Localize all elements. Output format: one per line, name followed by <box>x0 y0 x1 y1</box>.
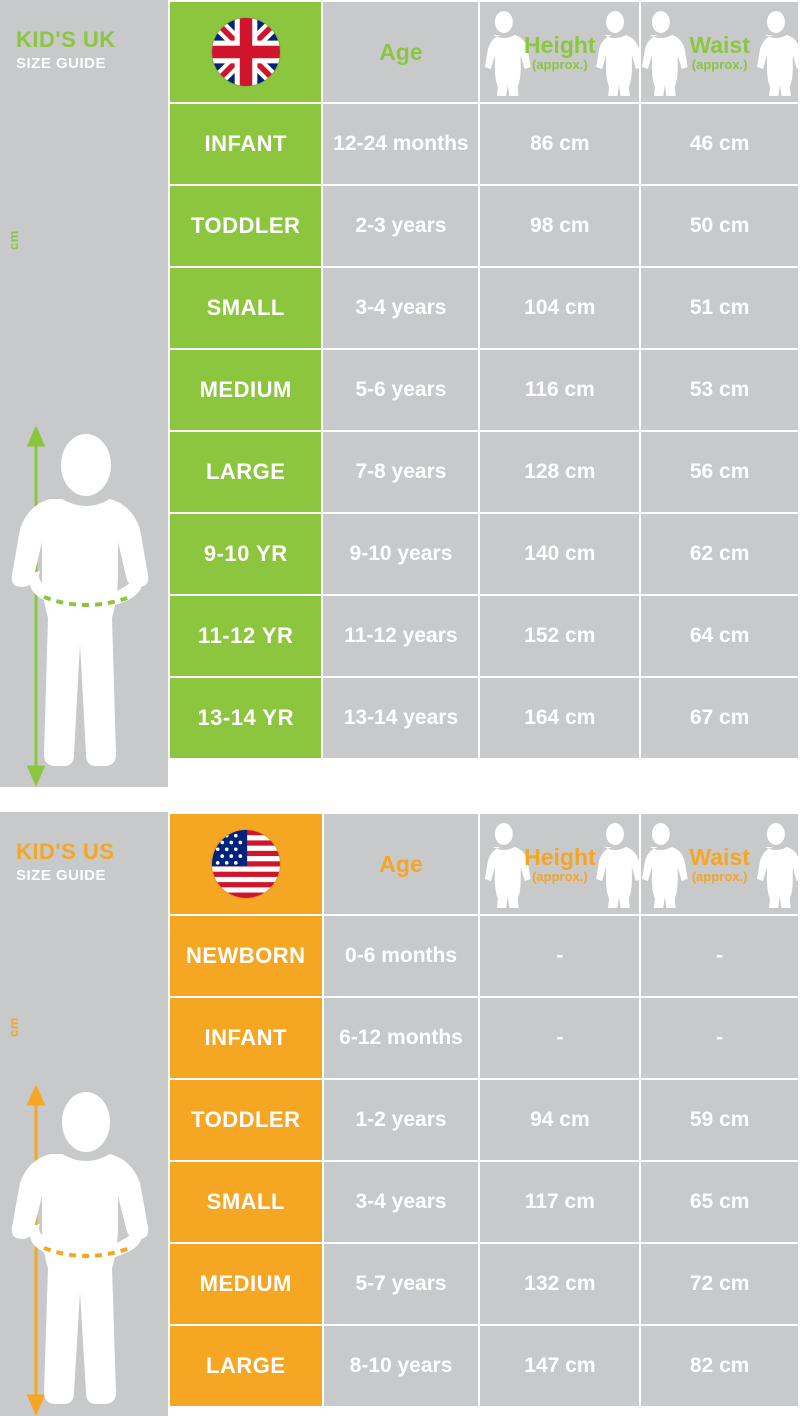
uk-height-header-label: Height <box>524 31 596 58</box>
uk-age-header <box>323 2 478 102</box>
uk-title-box <box>0 0 168 100</box>
us-row-3-height: 117 cm <box>480 1162 639 1242</box>
us-row-3-age: 3-4 years <box>324 1162 479 1242</box>
table-row <box>170 1244 798 1324</box>
us-row-4-size: MEDIUM <box>170 1244 322 1324</box>
uk-row-1-waist: 50 cm <box>641 186 798 266</box>
table-row <box>170 998 798 1078</box>
uk-flag-header <box>170 2 321 102</box>
us-row-0-age: 0-6 months <box>324 916 479 996</box>
uk-row-6-height: 152 cm <box>480 596 639 676</box>
section-divider <box>0 787 800 812</box>
uk-row-6-size: 11-12 YR <box>170 596 321 676</box>
us-row-1-size: INFANT <box>170 998 322 1078</box>
us-waist-header <box>641 814 798 914</box>
us-row-0-waist: - <box>641 916 798 996</box>
table-row <box>170 432 798 512</box>
us-row-2-waist: 59 cm <box>641 1080 798 1160</box>
us-row-3-waist: 65 cm <box>641 1162 798 1242</box>
uk-row-3-waist: 53 cm <box>641 350 798 430</box>
table-row <box>170 678 798 758</box>
uk-row-1-height: 98 cm <box>480 186 639 266</box>
us-height-header-label: Height <box>524 843 596 870</box>
uk-row-3-size: MEDIUM <box>170 350 321 430</box>
us-flag-icon <box>212 830 280 898</box>
uk-waist-header <box>641 2 798 102</box>
uk-row-4-height: 128 cm <box>480 432 639 512</box>
us-row-1-waist: - <box>641 998 798 1078</box>
uk-row-2-size: SMALL <box>170 268 321 348</box>
child-silhouette-uk <box>0 427 168 787</box>
us-row-2-height: 94 cm <box>480 1080 639 1160</box>
us-height-header-sub: (approx.) <box>532 868 588 884</box>
us-row-4-age: 5-7 years <box>324 1244 479 1324</box>
uk-row-6-age: 11-12 years <box>323 596 478 676</box>
uk-row-1-size: TODDLER <box>170 186 321 266</box>
child-silhouette-us <box>0 1086 168 1416</box>
uk-row-4-age: 7-8 years <box>323 432 478 512</box>
uk-figure-column <box>0 0 168 787</box>
uk-subtitle: SIZE GUIDE <box>16 54 107 72</box>
uk-row-7-height: 164 cm <box>480 678 639 758</box>
uk-row-3-height: 116 cm <box>480 350 639 430</box>
uk-row-5-size: 9-10 YR <box>170 514 321 594</box>
uk-height-header-sub: (approx.) <box>532 56 588 72</box>
table-row <box>170 1326 798 1406</box>
uk-waist-header-sub: (approx.) <box>691 56 748 72</box>
uk-row-0-height: 86 cm <box>480 104 639 184</box>
uk-row-5-waist: 62 cm <box>641 514 798 594</box>
us-row-5-waist: 82 cm <box>641 1326 798 1406</box>
us-row-2-size: TODDLER <box>170 1080 322 1160</box>
us-row-1-height: - <box>480 998 639 1078</box>
us-row-4-height: 132 cm <box>480 1244 639 1324</box>
uk-row-7-size: 13-14 YR <box>170 678 321 758</box>
us-table-header-row <box>170 814 798 914</box>
us-size-guide <box>0 812 800 1416</box>
us-row-5-age: 8-10 years <box>324 1326 479 1406</box>
us-row-0-height: - <box>480 916 639 996</box>
uk-age-header-label: Age <box>379 38 423 65</box>
uk-table-body <box>170 104 798 758</box>
uk-row-2-age: 3-4 years <box>323 268 478 348</box>
us-title-box <box>0 812 168 912</box>
us-row-0-size: NEWBORN <box>170 916 322 996</box>
uk-row-7-waist: 67 cm <box>641 678 798 758</box>
us-size-table <box>168 812 800 1408</box>
uk-row-3-age: 5-6 years <box>323 350 478 430</box>
us-age-header <box>324 814 479 914</box>
uk-row-6-waist: 64 cm <box>641 596 798 676</box>
uk-table-header-row <box>170 2 798 102</box>
table-row <box>170 268 798 348</box>
us-row-5-height: 147 cm <box>480 1326 639 1406</box>
table-row <box>170 916 798 996</box>
us-waist-header-label: Waist <box>689 843 750 870</box>
us-height-header <box>480 814 639 914</box>
uk-row-7-age: 13-14 years <box>323 678 478 758</box>
uk-row-0-size: INFANT <box>170 104 321 184</box>
uk-row-5-height: 140 cm <box>480 514 639 594</box>
uk-row-4-size: LARGE <box>170 432 321 512</box>
uk-row-0-waist: 46 cm <box>641 104 798 184</box>
us-row-2-age: 1-2 years <box>324 1080 479 1160</box>
table-row <box>170 514 798 594</box>
us-flag-header <box>170 814 322 914</box>
us-age-header-label: Age <box>379 850 423 877</box>
uk-row-2-height: 104 cm <box>480 268 639 348</box>
us-waist-header-sub: (approx.) <box>691 868 748 884</box>
table-row <box>170 596 798 676</box>
uk-height-header <box>480 2 639 102</box>
us-row-5-size: LARGE <box>170 1326 322 1406</box>
us-axis-label: cm <box>6 1017 21 1037</box>
table-row <box>170 104 798 184</box>
us-title: KID'S US <box>16 839 115 865</box>
us-table-body <box>170 916 798 1406</box>
uk-title: KID'S UK <box>16 27 116 53</box>
uk-row-1-age: 2-3 years <box>323 186 478 266</box>
uk-waist-header-label: Waist <box>689 31 750 58</box>
table-row <box>170 1162 798 1242</box>
uk-size-table <box>168 0 800 760</box>
uk-row-5-age: 9-10 years <box>323 514 478 594</box>
us-row-1-age: 6-12 months <box>324 998 479 1078</box>
us-row-3-size: SMALL <box>170 1162 322 1242</box>
table-row <box>170 186 798 266</box>
uk-row-4-waist: 56 cm <box>641 432 798 512</box>
us-subtitle: SIZE GUIDE <box>16 866 107 884</box>
uk-axis-label: cm <box>6 230 21 250</box>
uk-row-0-age: 12-24 months <box>323 104 478 184</box>
table-row <box>170 1080 798 1160</box>
uk-flag-icon <box>212 18 280 86</box>
us-row-4-waist: 72 cm <box>641 1244 798 1324</box>
uk-row-2-waist: 51 cm <box>641 268 798 348</box>
table-row <box>170 350 798 430</box>
